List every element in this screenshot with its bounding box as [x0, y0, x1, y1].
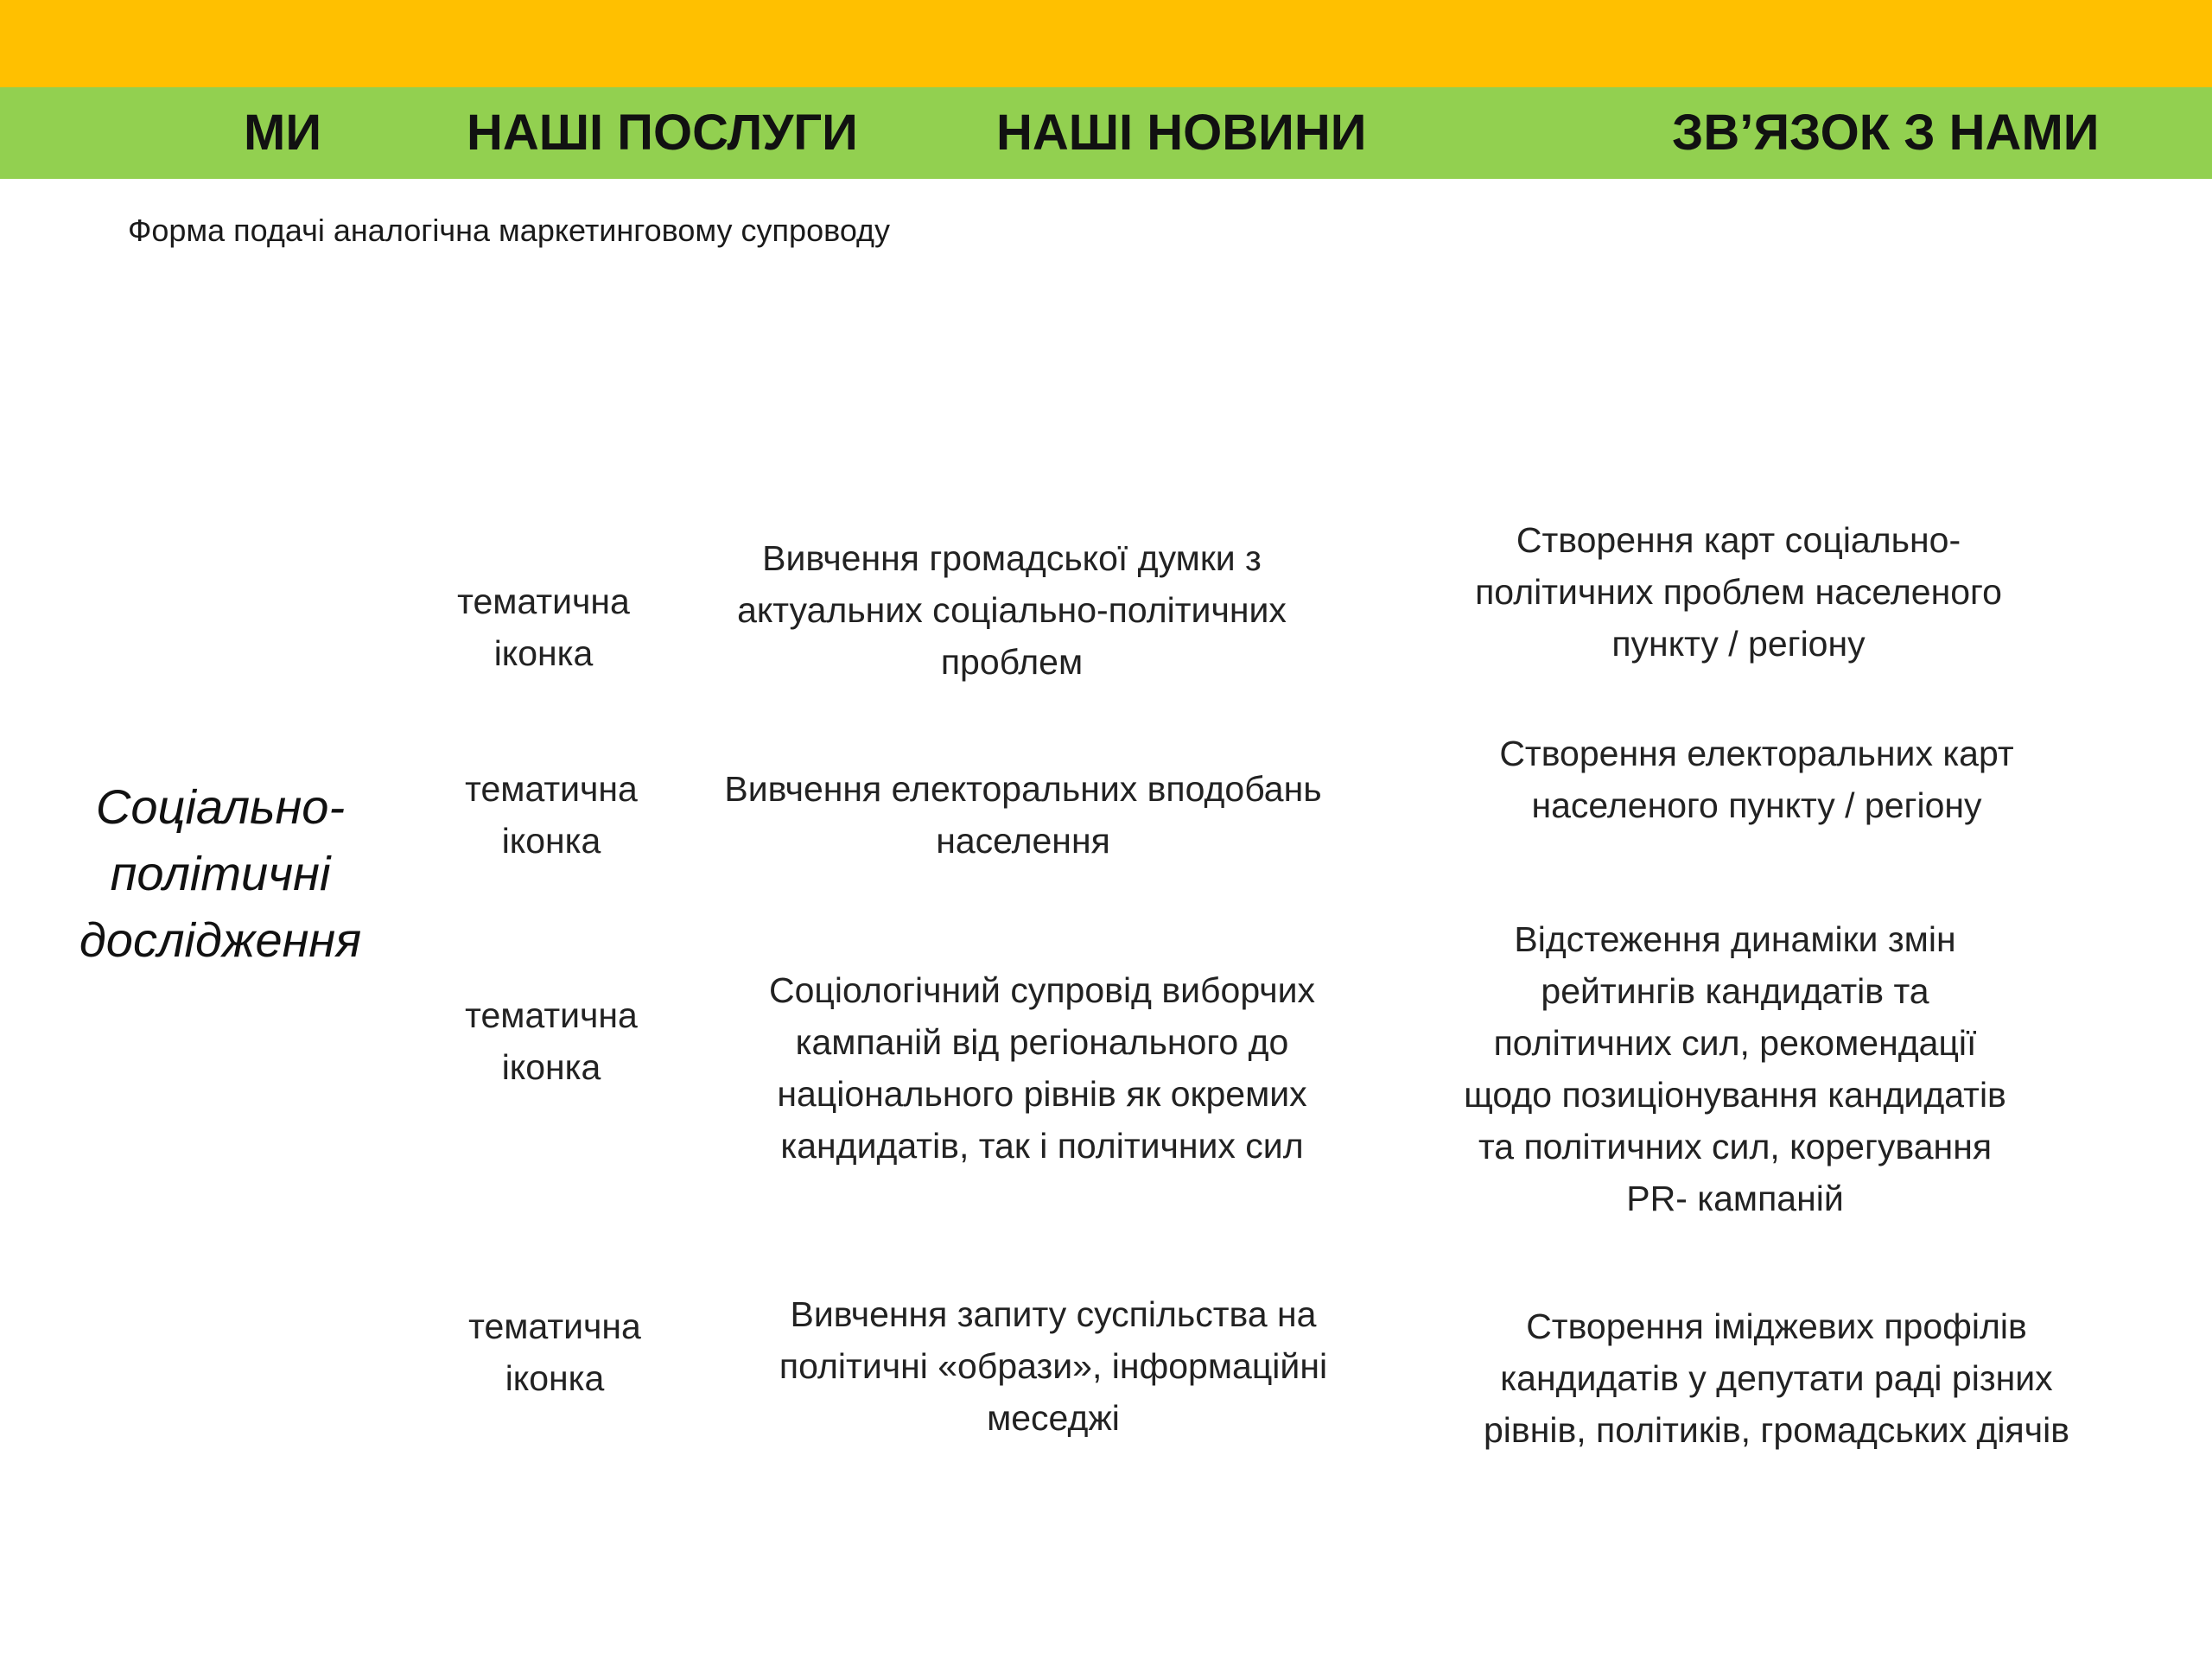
- category-title-line: дослідження: [79, 912, 362, 967]
- description-line: політичні «образи», інформаційні: [779, 1346, 1328, 1386]
- service-description: [675, 532, 1349, 688]
- service-result: [1393, 514, 2084, 670]
- icon-label-line: тематична: [457, 582, 630, 621]
- thematic-icon-placeholder: [439, 763, 664, 867]
- description-line: Вивчення запиту суспільства на: [790, 1294, 1317, 1334]
- description-line: актуальних соціально-політичних: [737, 590, 1287, 630]
- page-subtitle: Форма подачі аналогічна маркетинговому супроводу: [128, 213, 891, 248]
- icon-label-line: іконка: [501, 1047, 601, 1087]
- result-line: Відстеження динаміки змін: [1514, 919, 1956, 959]
- result-line: політичних сил, рекомендації: [1493, 1023, 1977, 1063]
- icon-label-line: іконка: [505, 1358, 605, 1398]
- category-title-line: політичні: [110, 846, 331, 900]
- icon-label-line: іконка: [493, 633, 594, 673]
- result-line: та політичних сил, корегування: [1478, 1127, 1993, 1166]
- service-description: [716, 1288, 1390, 1444]
- nav-item-news[interactable]: НАШІ НОВИНИ: [996, 105, 1367, 161]
- result-line: Створення іміджевих профілів: [1526, 1306, 2027, 1346]
- description-line: кандидатів, так і політичних сил: [780, 1126, 1304, 1166]
- category-title: [35, 773, 406, 973]
- result-line: PR- кампаній: [1626, 1179, 1844, 1218]
- service-description: [686, 763, 1360, 867]
- description-line: Вивчення громадської думки з: [762, 538, 1262, 578]
- service-result: [1411, 728, 2102, 831]
- thematic-icon-placeholder: [431, 575, 656, 679]
- description-line: кампаній від регіонального до: [795, 1022, 1289, 1062]
- description-line: населення: [936, 821, 1110, 861]
- result-line: Створення електоральних карт: [1499, 734, 2014, 773]
- description-line: Вивчення електоральних вподобань: [724, 769, 1322, 809]
- service-result: [1389, 913, 2081, 1224]
- icon-label-line: іконка: [501, 821, 601, 861]
- thematic-icon-placeholder: [439, 989, 664, 1093]
- nav-item-services[interactable]: НАШІ ПОСЛУГИ: [467, 105, 858, 161]
- icon-label-line: тематична: [468, 1306, 641, 1346]
- description-line: національного рівнів як окремих: [777, 1074, 1307, 1114]
- result-line: Створення карт соціально-: [1516, 520, 1961, 560]
- icon-label-line: тематична: [465, 769, 638, 809]
- result-line: політичних проблем населеного: [1475, 572, 2002, 612]
- category-title-line: Соціально-: [95, 779, 346, 834]
- description-line: меседжі: [987, 1398, 1120, 1438]
- service-description: [705, 964, 1379, 1172]
- top-accent-bar: [0, 0, 2212, 87]
- result-line: населеного пункту / регіону: [1531, 785, 1982, 825]
- result-line: кандидатів у депутати раді різних: [1500, 1358, 2053, 1398]
- result-line: пункту / регіону: [1611, 624, 1866, 664]
- service-result: [1431, 1300, 2122, 1456]
- icon-label-line: тематична: [465, 995, 638, 1035]
- main-navigation: [0, 87, 2212, 179]
- result-line: рейтингів кандидатів та: [1541, 971, 1929, 1011]
- description-line: Соціологічний супровід виборчих: [769, 970, 1315, 1010]
- nav-item-contact[interactable]: ЗВ’ЯЗОК З НАМИ: [1672, 105, 2100, 161]
- nav-item-about[interactable]: МИ: [244, 105, 322, 161]
- description-line: проблем: [940, 642, 1084, 682]
- result-line: щодо позиціонування кандидатів: [1464, 1075, 2006, 1115]
- result-line: рівнів, політиків, громадських діячів: [1484, 1410, 2069, 1450]
- thematic-icon-placeholder: [442, 1300, 667, 1404]
